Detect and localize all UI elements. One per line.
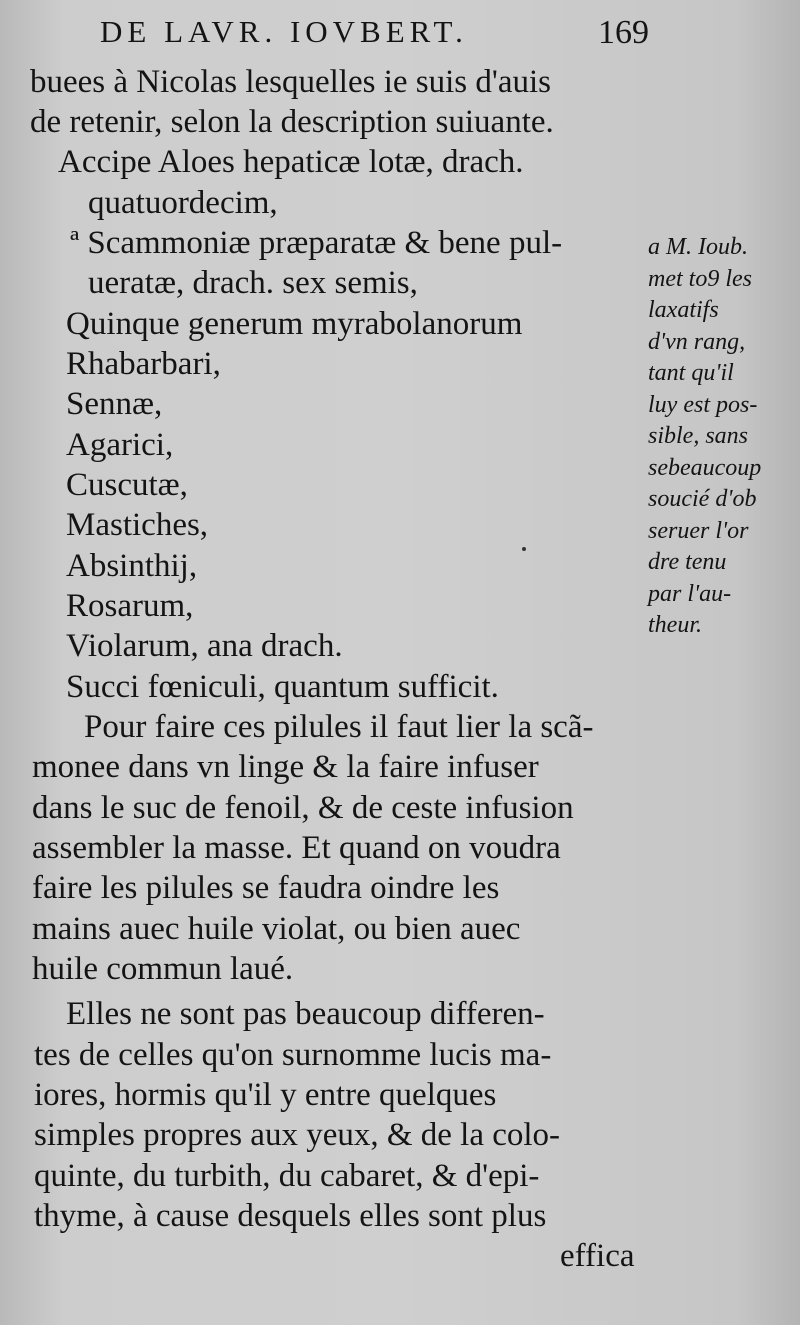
body-line: huile commun laué. (32, 951, 294, 987)
body-line: assembler la masse. Et quand on voudra (32, 830, 561, 866)
marginal-note-line: soucié d'ob (648, 486, 757, 512)
body-line: Agarici, (66, 427, 174, 463)
body-line: Rosarum, (66, 588, 194, 624)
marginal-note-line: met to9 les (648, 265, 752, 292)
body-line: Succi fœniculi, quantum sufficit. (66, 669, 499, 705)
body-line: buees à Nicolas lesquelles ie suis d'auis (30, 64, 551, 100)
body-line: de retenir, selon la description suiuante. (30, 104, 554, 140)
body-line: Accipe Aloes hepaticæ lotæ, drach. (58, 144, 524, 180)
marginal-note-line: laxatifs (648, 297, 719, 323)
body-line: Absinthij, (66, 548, 198, 584)
marginal-note-line: a M. Ioub. (648, 234, 748, 260)
body-line: Rhabarbari, (66, 346, 221, 382)
body-line: Pour faire ces pilules il faut lier la scã- (84, 709, 594, 745)
body-line: quinte, du turbith, du cabaret, & d'epi- (34, 1158, 540, 1194)
body-line: faire les pilules se faudra oindre les (32, 870, 500, 906)
marginal-note-line: seruer l'or (648, 517, 749, 544)
marginal-note-line: sebeaucoup (648, 454, 762, 481)
body-line: Elles ne sont pas beaucoup differen- (66, 996, 545, 1032)
body-line: thyme, à cause desquels elles sont plus (34, 1198, 547, 1234)
ink-speck (522, 547, 526, 551)
body-line: mains auec huile violat, ou bien auec (32, 911, 521, 947)
body-line: Violarum, ana drach. (66, 628, 343, 664)
catchword: efficа (560, 1238, 635, 1274)
body-line: monee dans vn linge & la faire infuser (32, 749, 539, 785)
marginal-note-line: theur. (648, 612, 702, 638)
marginal-note (648, 232, 798, 642)
body-line: ª Scammoniæ præparatæ & bene pul- (70, 225, 563, 261)
marginal-note-line: sible, sans (648, 423, 749, 449)
body-line: tes de celles qu'on surnomme lucis ma- (34, 1037, 552, 1073)
body-line: dans le suc de fenoil, & de ceste infusion (32, 790, 574, 826)
running-head: DE LAVR. IOVBERT. (100, 14, 468, 49)
body-line: ueratæ, drach. sex semis, (88, 265, 418, 301)
body-line: simples propres aux yeux, & de la colo- (34, 1117, 561, 1153)
marginal-note-line: dre tenu (648, 549, 727, 575)
body-line: Mastiches, (66, 507, 209, 543)
body-line: Quinque generum myrabolanorum (66, 306, 523, 342)
page-header (100, 14, 660, 54)
marginal-note-line: d'vn rang, (648, 328, 746, 355)
body-line: Sennæ, (66, 386, 163, 422)
marginal-note-line: luy est pos- (648, 391, 758, 418)
marginal-note-line: tant qu'il (648, 360, 734, 386)
body-line: quatuordecim, (88, 185, 278, 221)
page-number: 169 (598, 14, 649, 51)
body-line: iores, hormis qu'il y entre quelques (34, 1077, 497, 1113)
body-line: Cuscutæ, (66, 467, 188, 503)
marginal-note-line: par l'au- (648, 580, 732, 607)
